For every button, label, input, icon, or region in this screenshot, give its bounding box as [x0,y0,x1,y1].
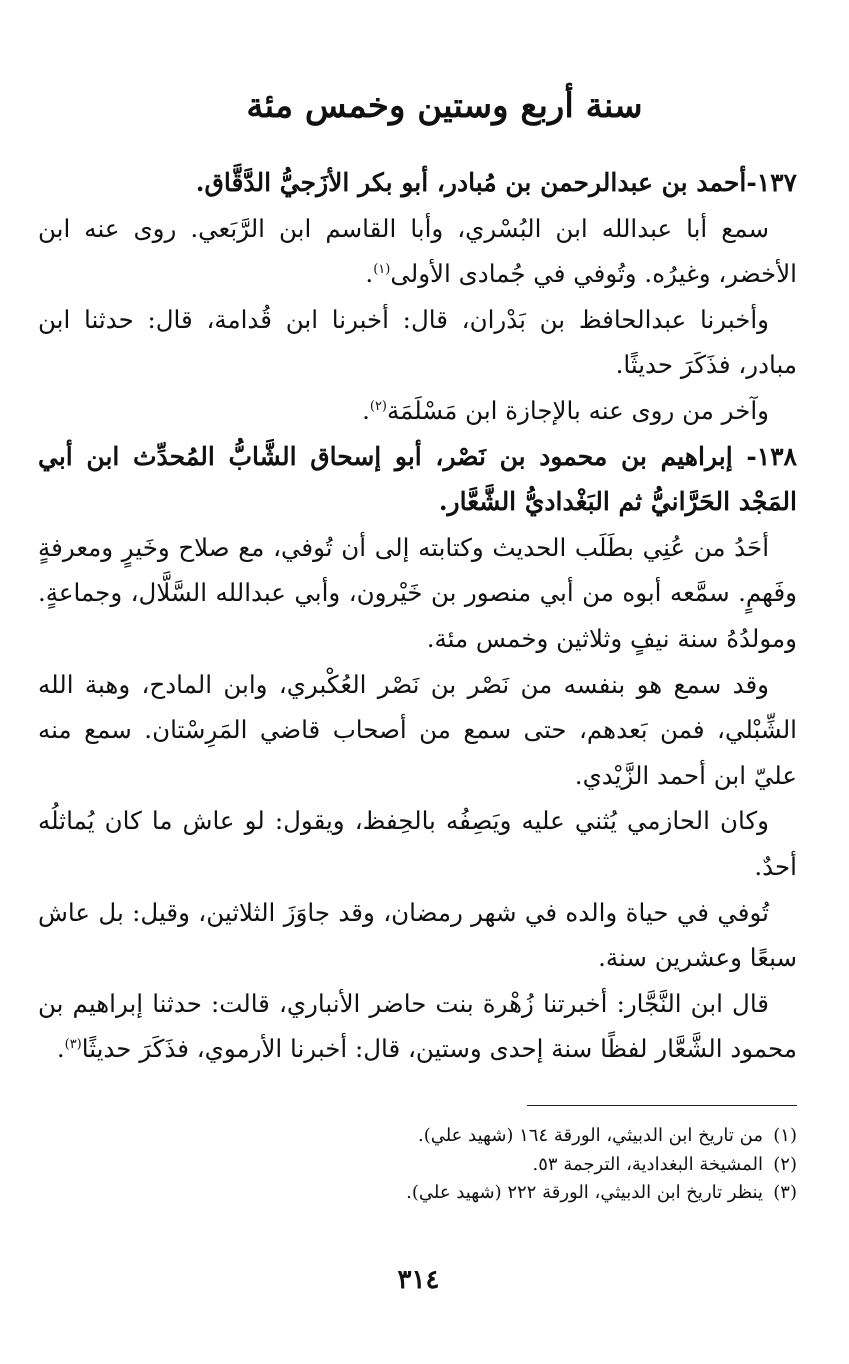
entry-137-paragraph-1 [38,206,797,297]
entry-137-paragraph-3 [38,388,797,434]
entry-138-paragraph-4: تُوفي في حياة والده في شهر رمضان، وقد جاوَزَ الثلاثين، وقيل: بل عاش سبعًا وعشرين سنة. [38,897,797,973]
entry-138-paragraph-3: وكان الحازمي يُثني عليه ويَصِفُه بالحِفظ، ويقول: لو عاش ما كان يُماثلُه أحدٌ. [38,806,797,881]
entry-138-title [38,434,797,525]
footnote-3 [100,1179,797,1208]
footnote-separator [527,1105,797,1106]
entry-137-title [38,160,797,206]
footnote-2-mark: (٢) [773,1153,797,1175]
footnote-ref-2: (٢) [369,398,387,414]
entry-137-p1-text: سمع أبا عبدالله ابن البُسْري، وأبا القاسم ابن الرَّبَعي. روى عنه ابن الأخضر، وغيرُه. وتُوفي في جُمادى الأولى [38,213,797,289]
footnote-ref-1: (١) [373,262,391,278]
entry-138-p5-end: . [56,1034,65,1064]
entry-137-p3-text: وآخر من روى عنه بالإجازة ابن مَسْلَمَة [387,395,769,425]
entry-138-paragraph-5 [38,981,797,1072]
entry-138-name: - إبراهيم بن محمود بن نَصْر، أبو إسحاق الشَّابُّ المُحدِّث ابن أبي المَجْد الحَرَّانيُّ ثم البَغْداديُّ الشَّعَّار. [38,441,797,517]
footnote-3-text: ينظر تاريخ ابن الدبيثي، الورقة ٢٢٢ (شهيد علي). [406,1182,763,1203]
footnote-ref-3: (٣) [64,1037,82,1053]
footnote-2 [100,1151,797,1180]
entry-137-paragraph-2: وأخبرنا عبدالحافظ بن بَدْران، قال: أخبرنا ابن قُدامة، قال: حدثنا ابن مبادر، فذَكَرَ حديثًا. [38,304,797,380]
chapter-heading: سنة أربع وستين وخمس مئة [246,86,643,126]
entry-138-p5-text: قال ابن النَّجَّار: أخبرتنا زُهْرة بنت حاضر الأنباري، قالت: حدثنا إبراهيم بن محمود الشَّعَّار لفظًا سنة إحدى وستين، قال: أخبرنا الأرموي، فذَكَرَ حديثًا [38,988,797,1064]
entry-137-number: ١٣٧ [756,168,797,197]
footnote-3-mark: (٣) [773,1182,797,1203]
entry-137-p3-end: . [362,395,370,425]
footnote-2-text: المشيخة البغدادية، الترجمة ٥٣. [532,1153,763,1175]
page-number: ٣١٤ [397,1265,440,1295]
entry-137-p1-end: . [365,259,374,289]
footnote-1 [100,1122,797,1151]
footnotes-list [100,1122,797,1208]
entry-138-paragraph-2: وقد سمع هو بنفسه من نَصْر بن نَصْر العُكْبري، وابن المادح، وهبة الله الشِّبْلي، فمن بَعدهم، حتى سمع من أصحاب قاضي المَرِسْتان. سمع منه عليّ ابن أحمد الزَّيْدي. [38,669,797,790]
footnote-1-mark: (١) [773,1125,797,1146]
main-text [38,160,797,1072]
footnote-1-text: من تاريخ ابن الدبيثي، الورقة ١٦٤ (شهيد علي). [417,1125,763,1146]
entry-137-name: -أحمد بن عبدالرحمن بن مُبادر، أبو بكر الأزَجيُّ الدَّقَّاق. [195,168,757,197]
entry-138-number: ١٣٨ [756,441,797,471]
entry-138-paragraph-1: أحَدُ من عُنِي بطَلَب الحديث وكتابته إلى أن تُوفي، مع صلاح وخَيرٍ ومعرفةٍ وفَهمٍ. سمَّعه أبوه من أبي منصور بن خَيْرون، وأبي عبدالله السَّلَّال، وجماعةٍ. ومولدُهُ سنة نيفٍ وثلاثين وخمس مئة. [38,532,797,653]
